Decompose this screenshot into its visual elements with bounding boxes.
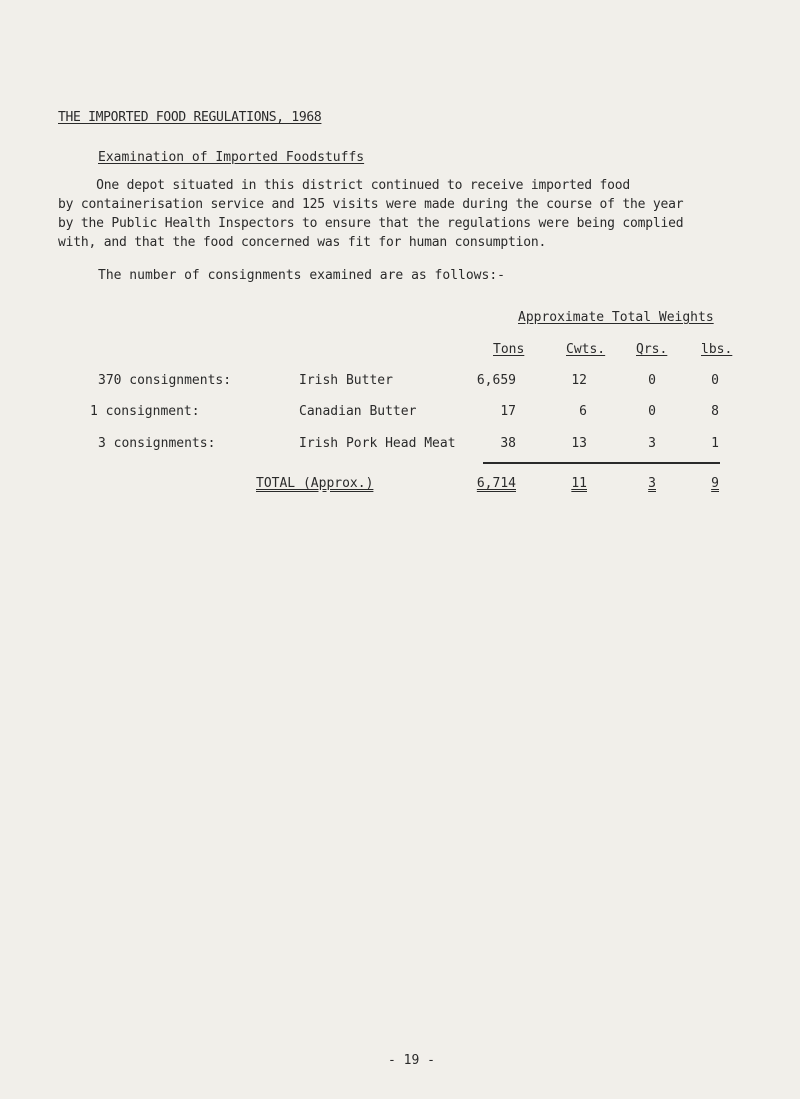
row-1-tons: 6,659 <box>476 373 516 388</box>
column-header-qrs: Qrs. <box>636 342 668 357</box>
total-qrs: 3 <box>648 476 656 491</box>
row-3-lbs: 1 <box>711 436 719 451</box>
row-3-qrs: 3 <box>648 436 656 451</box>
paragraph-line-1: One depot situated in this district continued to receive imported food <box>58 178 630 193</box>
column-header-cwts: Cwts. <box>566 342 606 357</box>
weights-group-heading: Approximate Total Weights <box>518 310 714 325</box>
row-3-cwts: 13 <box>571 436 587 451</box>
row-2-item: Canadian Butter <box>299 404 417 419</box>
paragraph-line-3: by the Public Health Inspectors to ensure that the regulations were being complied <box>58 216 684 231</box>
total-tons: 6,714 <box>476 476 516 491</box>
row-1-cwts: 12 <box>571 373 587 388</box>
row-1-count: 370 consignments: <box>98 373 232 388</box>
row-1-qrs: 0 <box>648 373 656 388</box>
row-2-lbs: 8 <box>711 404 719 419</box>
paragraph-line-2: by containerisation service and 125 visits were made during the course of the year <box>58 197 684 212</box>
row-2-tons: 17 <box>500 404 516 419</box>
total-label: TOTAL (Approx.) <box>256 476 374 491</box>
row-3-item: Irish Pork Head Meat <box>299 436 456 451</box>
section-title: Examination of Imported Foodstuffs <box>98 150 365 165</box>
row-3-count: 3 consignments: <box>98 436 216 451</box>
row-2-qrs: 0 <box>648 404 656 419</box>
row-1-item: Irish Butter <box>299 373 393 388</box>
column-header-tons: Tons <box>493 342 525 357</box>
row-2-cwts: 6 <box>579 404 587 419</box>
paragraph-line-4: with, and that the food concerned was fit for human consumption. <box>58 235 547 250</box>
column-header-lbs: lbs. <box>701 342 733 357</box>
total-lbs: 9 <box>711 476 719 491</box>
intro-text: The number of consignments examined are as follows:- <box>98 268 505 283</box>
total-cwts: 11 <box>571 476 587 491</box>
row-3-tons: 38 <box>500 436 516 451</box>
document-heading: THE IMPORTED FOOD REGULATIONS, 1968 <box>58 110 322 125</box>
row-2-count: 1 consignment: <box>90 404 200 419</box>
page-number: - 19 - <box>388 1053 435 1068</box>
total-divider-line <box>483 462 720 464</box>
row-1-lbs: 0 <box>711 373 719 388</box>
